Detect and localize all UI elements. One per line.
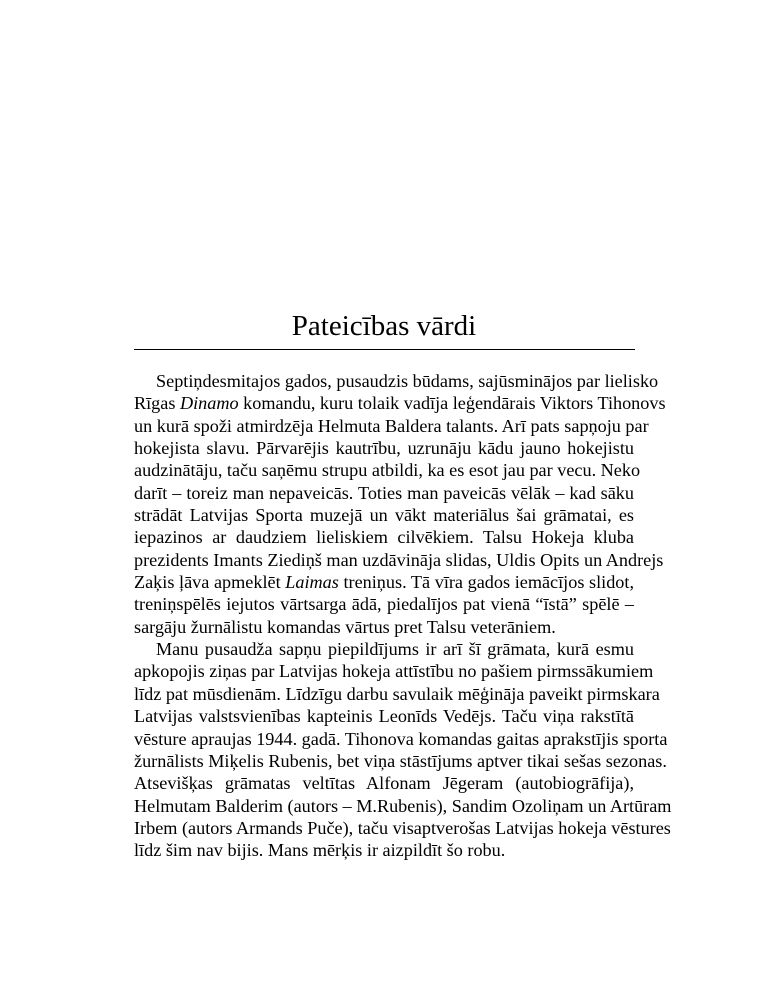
- text-line: hokejista slavu. Pārvarējis kautrību, uzrunāju kādu jauno hokejistu: [134, 438, 634, 459]
- text-line: prezidents Imants Ziediņš man uzdāvināja slidas, Uldis Opits un Andrejs: [134, 549, 664, 570]
- text-line: līdz šim nav bijis. Mans mērķis ir aizpildīt šo robu.: [134, 840, 506, 861]
- text-line: apkopojis ziņas par Latvijas hokeja attīstību no pašiem pirmssākumiem: [134, 661, 654, 682]
- text-line: vēsture apraujas 1944. gadā. Tihonova komandas gaitas aprakstījis sporta: [134, 728, 668, 749]
- emphasized-name: Dinamo: [179, 393, 239, 414]
- body-text: [134, 370, 672, 862]
- text-line: Septiņdesmitajos gados, pusaudzis būdams, sajūsminājos par lielisko: [156, 371, 659, 391]
- text-line: Latvijas valstsvienības kapteinis Leonīds Vedējs. Taču viņa rakstītā: [134, 706, 634, 727]
- text-line: treniņspēlēs iejutos vārtsarga ādā, piedalījos pat vienā “īstā” spēlē –: [134, 594, 634, 615]
- paragraph-1: [134, 370, 666, 638]
- text-line: Helmutam Balderim (autors – M.Rubenis), Sandim Ozoliņam un Artūram: [134, 795, 672, 816]
- text-line: darīt – toreiz man nepaveicās. Toties man paveicās vēlāk – kad sāku: [134, 482, 634, 503]
- text-line: strādāt Latvijas Sporta muzejā un vākt materiālus šai grāmatai, es: [134, 505, 634, 526]
- text-line: Manu pusaudža sapņu piepildījums ir arī šī grāmata, kurā esmu: [156, 639, 634, 660]
- text-line: līdz pat mūsdienām. Līdzīgu darbu savulaik mēģināja paveikt pirmskara: [134, 683, 660, 704]
- text-line: žurnālists Miķelis Rubenis, bet viņa stāstījums aptver tikai sešas sezonas.: [134, 750, 667, 771]
- page-title: Pateicības vārdi: [291, 310, 477, 342]
- text-line: Atsevišķas grāmatas veltītas Alfonam Jēgeram (autobiogrāfija),: [134, 773, 634, 794]
- text-line: Zaķis ļāva apmeklēt Laimas treniņus. Tā vīra gados iemācījos slidot,: [134, 572, 635, 593]
- text-line: sargāju žurnālistu komandas vārtus pret Talsu veterāniem.: [134, 616, 556, 637]
- emphasized-name: Laimas: [285, 572, 339, 593]
- text-line: Rīgas Dinamo komandu, kuru tolaik vadīja leģendārais Viktors Tihonovs: [134, 393, 666, 414]
- text-line: Irbem (autors Armands Puče), taču visaptverošas Latvijas hokeja vēstures: [134, 817, 671, 838]
- text-line: iepazinos ar daudziem lieliskiem cilvēkiem. Talsu Hokeja kluba: [134, 527, 634, 548]
- paragraph-2: [134, 638, 672, 861]
- title-underline-rule: [134, 349, 635, 350]
- text-line: un kurā spoži atmirdzēja Helmuta Baldera talants. Arī pats sapņoju par: [134, 415, 649, 436]
- text-line: audzinātāju, taču saņēmu strupu atbildi, ka es esot jau par vecu. Neko: [134, 460, 641, 481]
